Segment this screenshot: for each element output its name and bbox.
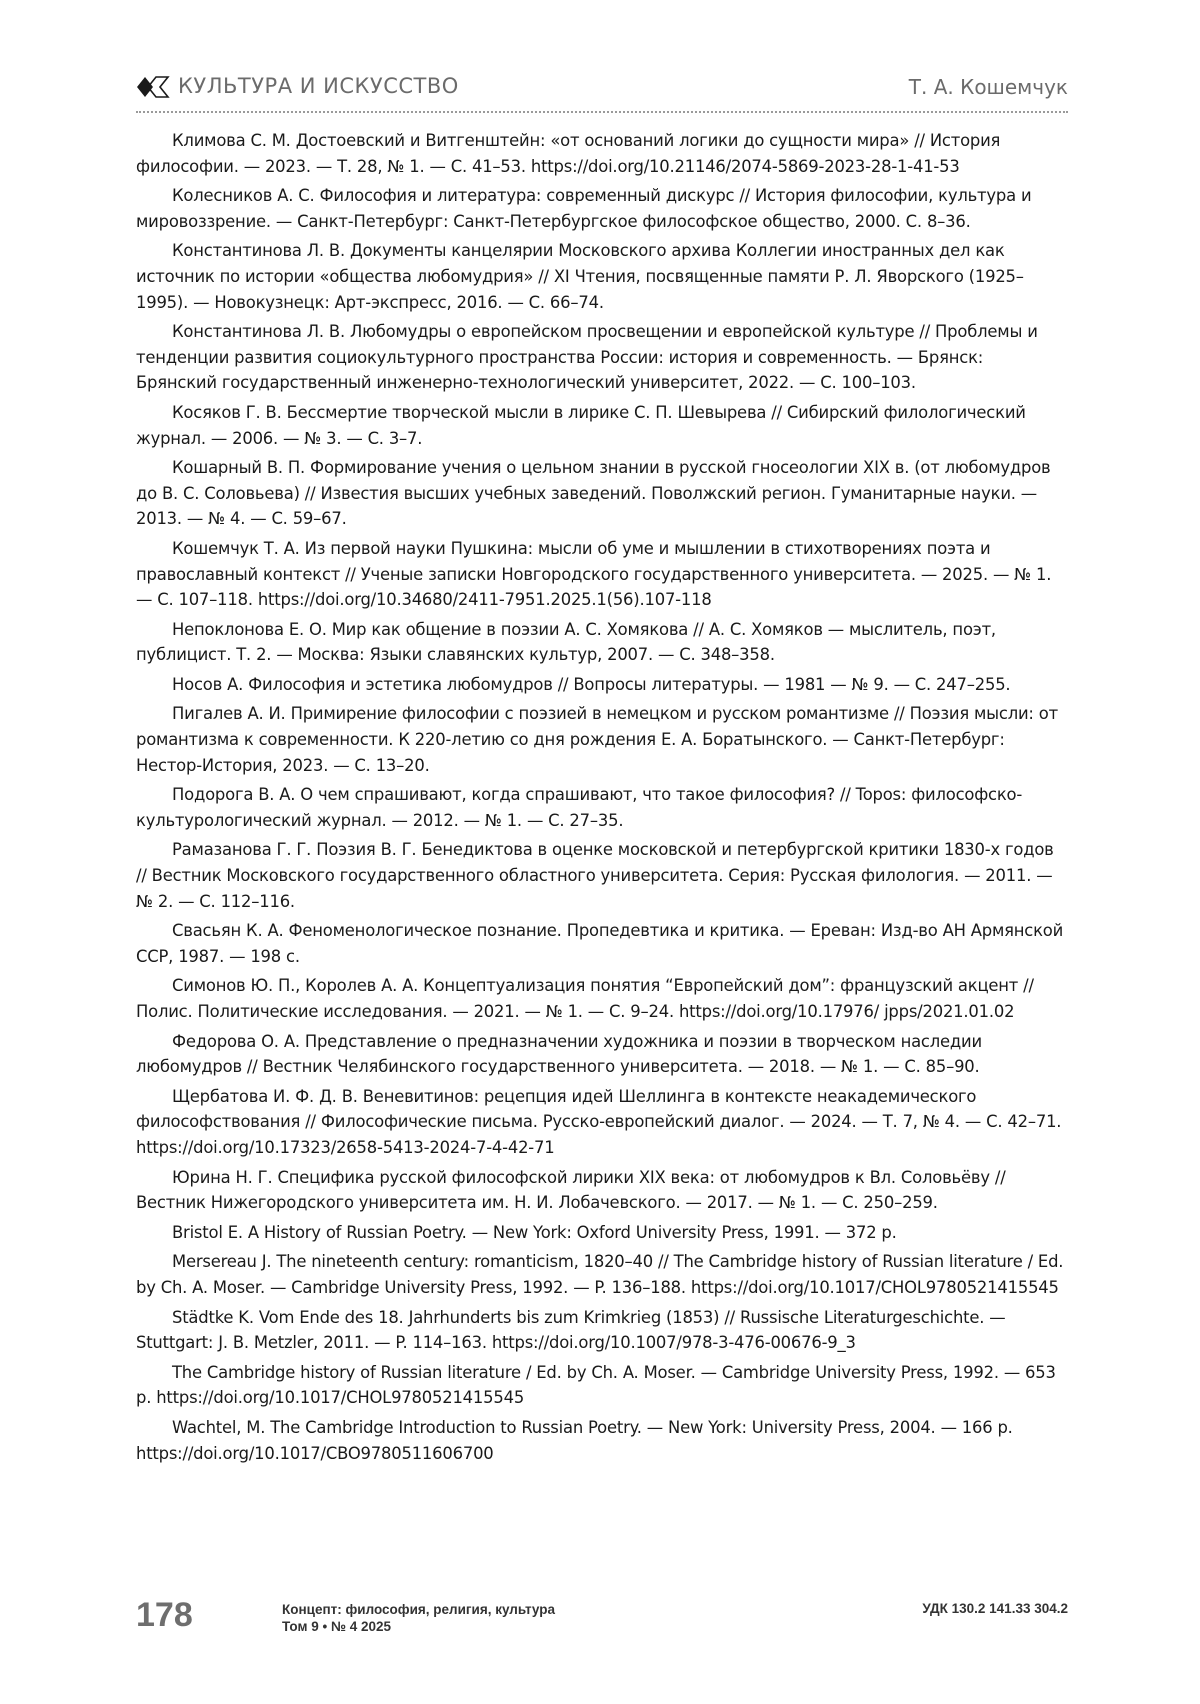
reference-item: Константинова Л. В. Документы канцелярии Московского архива Коллегии иностранных дел как источник по истории «общества любомудрия» // XI Чтения, посвященные памяти Р. Л. Яворского (1925–1995). — Новокузнецк: Арт-экспресс, 2016. — С. 66–74. [136,241,1024,312]
page-number: 178 [136,1596,193,1634]
section-title: КУЛЬТУРА И ИСКУССТВО [178,74,459,98]
reference-item: Колесников А. С. Философия и литература: современный дискурс // История философии, культура и мировоззрение. — Санкт-Петербург: Санкт-Петербургское философское общество, 2000. С. 8–36. [136,186,1032,231]
reference-item: Косяков Г. В. Бессмертие творческой мысли в лирике С. П. Шевырева // Сибирский филологический журнал. — 2006. — № 3. — С. 3–7. [136,402,1026,448]
reference-item: Свасьян К. А. Феноменологическое познание. Пропедевтика и критика. — Ереван: Изд-во АН Армянской ССР, 1987. — 198 с. [136,921,1064,966]
reference-item: Пигалев А. И. Примирение философии с поэзией в немецком и русском романтизме // Поэзия мысли: от романтизма к современности. К 220-летию со дня рождения Е. А. Боратынского. — Санкт-Петербург: Нестор-История, 2023. — С. 13–20. [136,704,1058,775]
reference-item: Непоклонова Е. О. Мир как общение в поэзии А. С. Хомякова // А. С. Хомяков — мыслитель, поэт, публицист. Т. 2. — Москва: Языки славянских культур, 2007. — С. 348–358. [136,619,996,665]
reference-item: Рамазанова Г. Г. Поэзия В. Г. Бенедиктова в оценке московской и петербургской критики 1830-х годов // Вестник Московского государственного областного университета. Серия: Русская филология. — 2011. — № 2. — С. 112–116. [136,840,1054,911]
reference-item: Mersereau J. The nineteenth century: romanticism, 1820–40 // The Cambridge history of Russian literature / Ed. by Ch. A. Moser. — Cambridge University Press, 1992. — P. 136–188. https://doi.org/10.1017/CHOL9780521415545 [136,1252,1064,1297]
running-header [136,70,1068,108]
journal-title: Концепт: философия, религия, культура [282,1602,556,1617]
reference-item: Подорога В. А. О чем спрашивают, когда спрашивают, что такое философия? // Topos: философско-культурологический журнал. — 2012. — № 1. — С. 27–35. [136,785,1023,830]
journal-issue: Том 9 • № 4 2025 [282,1619,392,1634]
reference-item: Bristol E. A History of Russian Poetry. — New York: Oxford University Press, 1991. — 372 p. [172,1222,897,1242]
reference-item: Юрина Н. Г. Специфика русской философской лирики XIX века: от любомудров к Вл. Соловьёву // Вестник Нижегородского университета им. Н. И. Лобачевского. — 2017. — № 1. — С. 250–259. [136,1167,1006,1213]
journal-logo-icon [136,76,170,98]
reference-item: Кошемчук Т. А. Из первой науки Пушкина: мысли об уме и мышлении в стихотворениях поэта и православный контекст // Ученые записки Новгородского государственного университета. — 2025. — № 1. — С. 107–118. https://doi.org/10.34680/2411-7951.2025.1(56).107-118 [136,538,1052,610]
reference-item: Климова С. М. Достоевский и Витгенштейн: «от оснований логики до сущности мира» // История философии. — 2023. — Т. 28, № 1. — С. 41–53. https://doi.org/10.21146/2074-5869-2023-28-1-41-53 [136,131,1001,176]
reference-item: Щербатова И. Ф. Д. В. Веневитинов: рецепция идей Шеллинга в контексте неакадемического философствования // Философические письма. Русско-европейский диалог. — 2024. — Т. 7, № 4. — С. 42–71. https://doi.org/10.17323/2658-5413-2024-7-4-42-71 [136,1086,1062,1157]
udk-code: УДК 130.2 141.33 304.2 [922,1601,1068,1616]
reference-item: Федорова О. А. Представление о предназначении художника и поэзии в творческом наследии любомудров // Вестник Челябинского государственного университета. — 2018. — № 1. — С. 85–90. [136,1031,982,1077]
header-divider [136,111,1068,113]
reference-item: Städtke K. Vom Ende des 18. Jahrhunderts bis zum Krimkrieg (1853) // Russische Literaturgeschichte. — Stuttgart: J. B. Metzler, 2011. — P. 114–163. https://doi.org/10.1007/978-3-476-00676-9_3 [136,1307,1006,1353]
reference-list [136,128,1068,1470]
page-footer [136,1597,1068,1637]
journal-info [282,1601,555,1635]
reference-item: Кошарный В. П. Формирование учения о цельном знании в русской гносеологии XIX в. (от любомудров до В. С. Соловьева) // Известия высших учебных заведений. Поволжский регион. Гуманитарные науки. — 2013. — № 4. — С. 59–67. [136,458,1051,529]
reference-item: Носов А. Философия и эстетика любомудров // Вопросы литературы. — 1981 — № 9. — С. 247–255. [172,674,1011,694]
running-author: Т. А. Кошемчук [908,75,1068,99]
reference-item: Симонов Ю. П., Королев А. А. Концептуализация понятия “Европейский дом”: французский акцент // Полис. Политические исследования. — 2021. — № 1. — С. 9–24. https://doi.org/10.17976/ jpps/2021.01.02 [136,976,1034,1021]
reference-item: Константинова Л. В. Любомудры о европейском просвещении и европейской культуре // Проблемы и тенденции развития социокультурного пространства России: история и современность. — Брянск: Брянский государственный инженерно-технологический университет, 2022. — С. 100–103. [136,322,1038,393]
reference-item: The Cambridge history of Russian literature / Ed. by Ch. A. Moser. — Cambridge University Press, 1992. — 653 p. https://doi.org/10.1017/CHOL9780521415545 [136,1362,1056,1408]
reference-item: Wachtel, M. The Cambridge Introduction to Russian Poetry. — New York: University Press, 2004. — 166 p. https://doi.org/10.1017/CBO9780511606700 [136,1417,1013,1463]
